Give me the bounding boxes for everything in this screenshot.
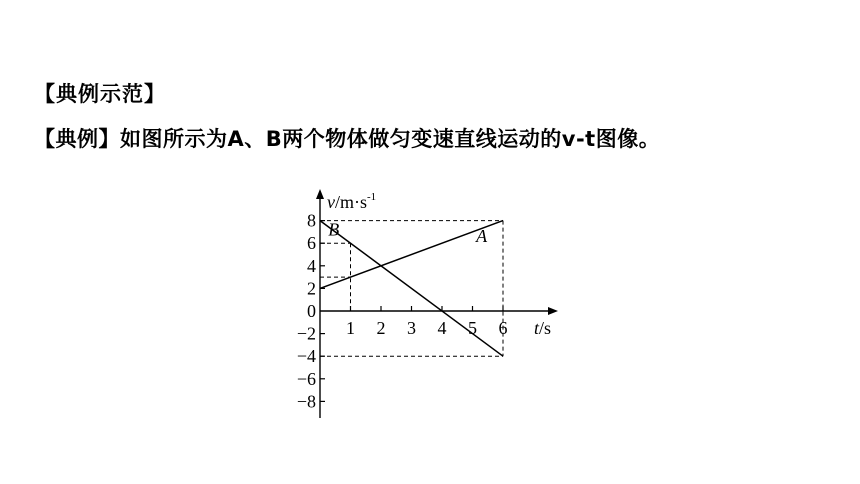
x-axis-label: t/s — [534, 318, 552, 338]
x-tick-label: 4 — [437, 318, 447, 338]
series-label-b: B — [328, 219, 340, 240]
y-axis-arrow — [316, 189, 324, 199]
y-tick-label: −2 — [296, 323, 316, 344]
series-label-a: A — [476, 226, 488, 247]
y-tick-label: 2 — [307, 278, 316, 299]
x-tick-label: 3 — [407, 318, 416, 338]
section-heading: 【典例示范】 — [34, 82, 166, 106]
y-tick-label: −8 — [296, 391, 316, 412]
x-tick-label: 1 — [346, 318, 355, 338]
y-tick-label: 0 — [307, 301, 316, 321]
x-tick-label: 2 — [376, 318, 386, 338]
x-tick-label: 6 — [498, 318, 508, 338]
y-tick-label: 8 — [307, 210, 316, 231]
y-tick-label: 4 — [307, 255, 316, 276]
x-tick-label: 5 — [468, 318, 477, 338]
y-axis-label: $v/m\cdot s^{-1}$ — [327, 191, 377, 212]
example-text: 【典例】如图所示为A、B两个物体做匀变速直线运动的v-t图像。 — [34, 127, 661, 151]
y-tick-label: 6 — [307, 233, 316, 254]
y-tick-label: −4 — [296, 346, 316, 367]
y-tick-label: −6 — [296, 368, 316, 389]
x-axis-arrow — [548, 307, 558, 315]
